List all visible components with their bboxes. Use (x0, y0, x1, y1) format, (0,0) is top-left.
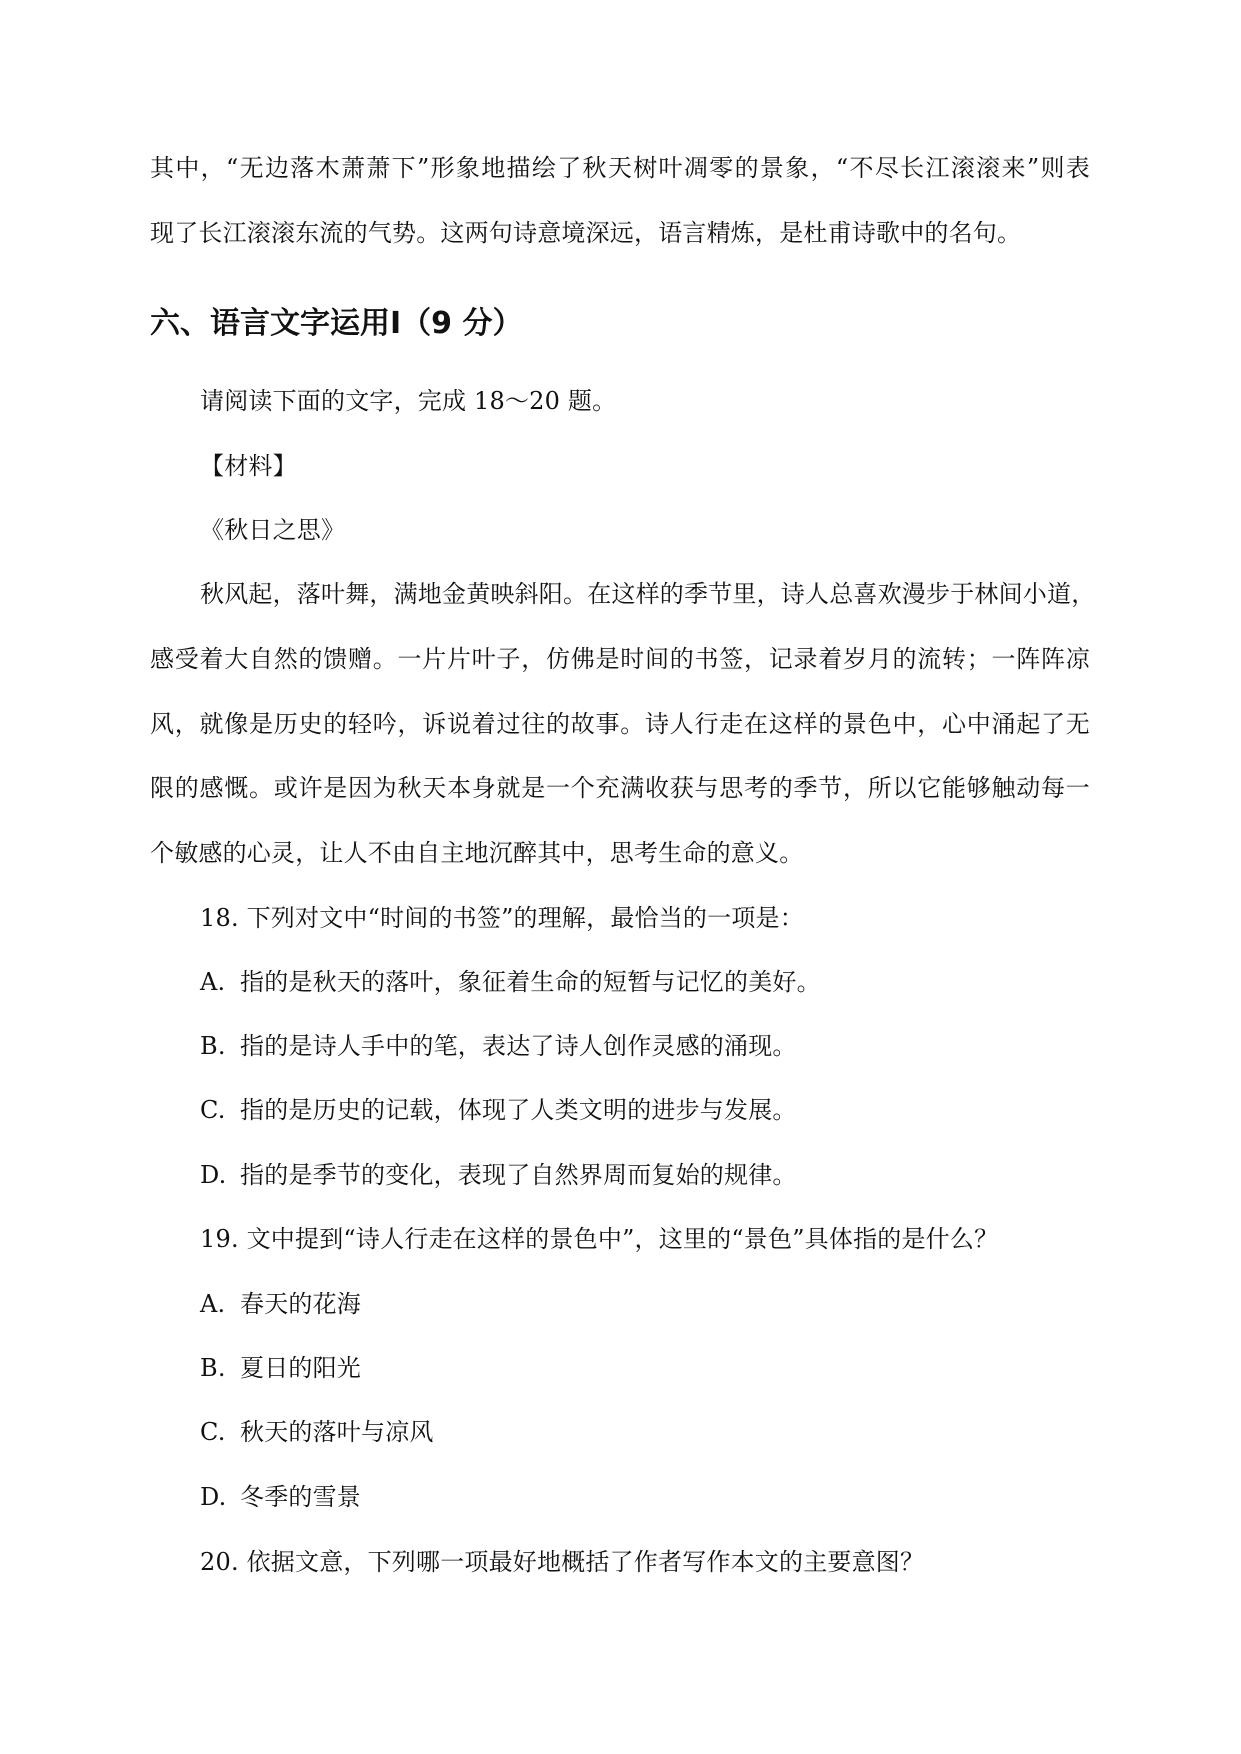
option-text: 冬季的雪景 (240, 1483, 361, 1511)
option-text: 春天的花海 (240, 1290, 361, 1318)
question-20-stem: 20. 依据文意，下列哪一项最好地概括了作者写作本文的主要意图？ (200, 1548, 925, 1576)
option-text: 指的是历史的记载，体现了人类文明的进步与发展。 (240, 1096, 797, 1124)
question-18-option-c (200, 1094, 1090, 1126)
passage-line-1: 秋风起，落叶舞，满地金黄映斜阳。在这样的季节里，诗人总喜欢漫步于林间小道， (200, 580, 1096, 608)
option-label: D. (200, 1483, 227, 1511)
option-label: B. (200, 1354, 226, 1382)
passage-line-2: 感受着大自然的馈赠。一片片叶子，仿佛是时间的书签，记录着岁月的流转；一阵阵凉 (150, 645, 1090, 673)
intro-paragraph-line-1: 其中，“无边落木萧萧下”形象地描绘了秋天树叶凋零的景象，“不尽长江滚滚来”则表 (150, 154, 1090, 182)
option-label: A. (200, 968, 226, 996)
option-label: C. (200, 1096, 226, 1124)
intro-paragraph-line-2: 现了长江滚滚东流的气势。这两句诗意境深远，语言精炼，是杜甫诗歌中的名句。 (150, 219, 1022, 247)
passage-line-3: 风，就像是历史的轻吟，诉说着过往的故事。诗人行走在这样的景色中，心中涌起了无 (150, 710, 1090, 738)
passage-line-4: 限的感慨。或许是因为秋天本身就是一个充满收获与思考的季节，所以它能够触动每一 (150, 774, 1090, 802)
section-instruction: 请阅读下面的文字，完成 18～20 题。 (200, 387, 617, 415)
section-heading: 六、语言文字运用Ⅰ（9 分） (150, 306, 523, 341)
question-19-option-c (200, 1416, 1090, 1448)
passage-title: 《秋日之思》 (200, 516, 346, 544)
option-text: 指的是秋天的落叶，象征着生命的短暂与记忆的美好。 (240, 968, 821, 996)
question-18-option-a (200, 966, 1090, 998)
option-label: B. (200, 1032, 226, 1060)
option-label: D. (200, 1161, 227, 1189)
passage-line-5: 个敏感的心灵，让人不由自主地沉醉其中，思考生命的意义。 (150, 839, 804, 867)
option-label: A. (200, 1290, 226, 1318)
option-text: 指的是诗人手中的笔，表达了诗人创作灵感的涌现。 (240, 1032, 797, 1060)
option-text: 秋天的落叶与凉风 (240, 1418, 434, 1446)
option-text: 指的是季节的变化，表现了自然界周而复始的规律。 (240, 1161, 797, 1189)
material-label: 【材料】 (200, 452, 297, 480)
question-19-option-a (200, 1288, 1090, 1320)
question-19-option-b (200, 1352, 1090, 1384)
question-18-option-d (200, 1159, 1090, 1191)
option-label: C. (200, 1418, 226, 1446)
question-18-option-b (200, 1030, 1090, 1062)
question-19-option-d (200, 1481, 1090, 1513)
question-18-stem: 18. 下列对文中“时间的书签”的理解，最恰当的一项是： (200, 904, 804, 932)
option-text: 夏日的阳光 (240, 1354, 361, 1382)
question-19-stem: 19. 文中提到“诗人行走在这样的景色中”，这里的“景色”具体指的是什么？ (200, 1225, 999, 1253)
